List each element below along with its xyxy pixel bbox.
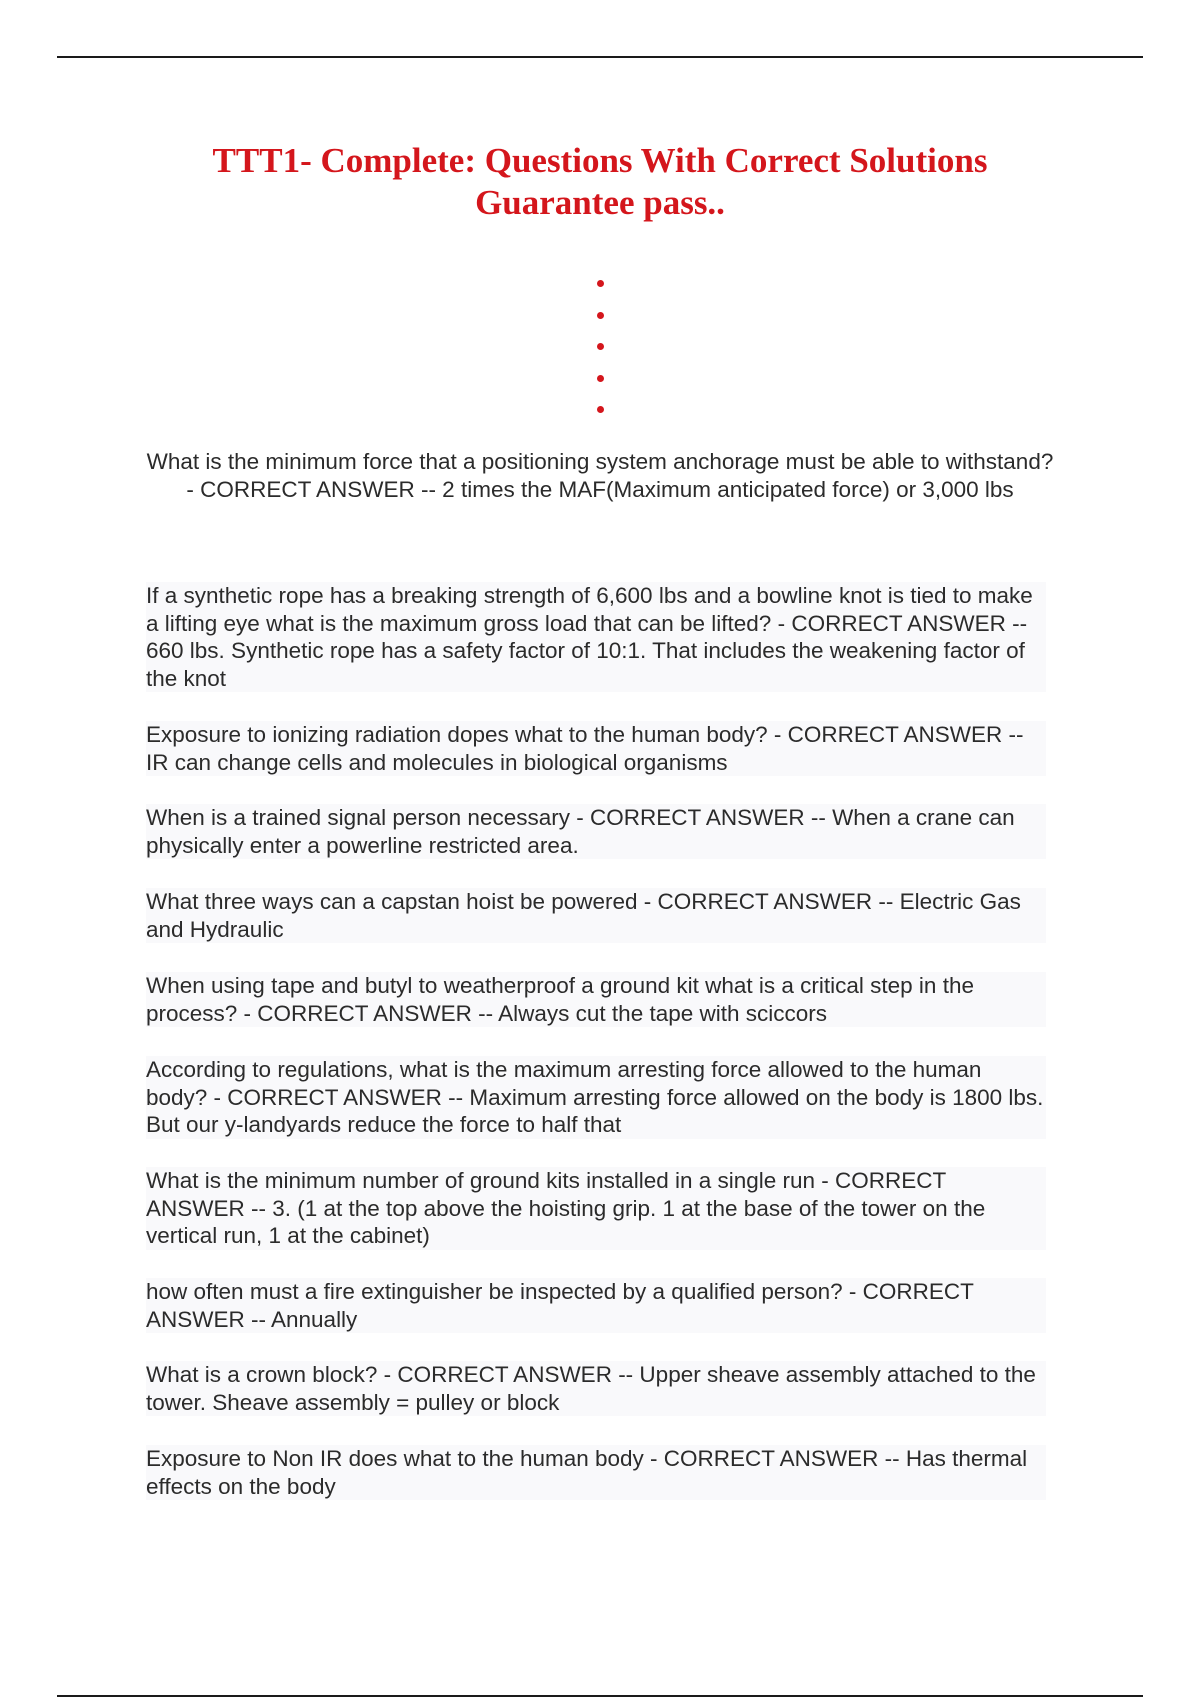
qa-item: What is the minimum number of ground kits installed in a single run - CORRECT ANSWER -- 3. (1 at the top above the hoisting grip. 1 at the base of the tower on the vertical run, 1 at the cabinet) [146, 1167, 1046, 1250]
document-title [100, 140, 1100, 224]
bullet-dot-icon [597, 375, 604, 382]
qa-item: What is a crown block? - CORRECT ANSWER -- Upper sheave assembly attached to the tower. Sheave assembly = pulley or block [146, 1361, 1046, 1416]
qa-item: According to regulations, what is the maximum arresting force allowed to the human body? - CORRECT ANSWER -- Maximum arresting force allowed on the body is 1800 lbs. But our y-landyards reduce the force to half that [146, 1056, 1046, 1139]
qa-item: When using tape and butyl to weatherproof a ground kit what is a critical step in the process? - CORRECT ANSWER -- Always cut the tape with sciccors [146, 972, 1046, 1027]
top-rule [57, 56, 1143, 58]
qa-item: If a synthetic rope has a breaking strength of 6,600 lbs and a bowline knot is tied to make a lifting eye what is the maximum gross load that can be lifted? - CORRECT ANSWER -- 660 lbs. Synthetic rope has a safety factor of 10:1. That includes the weakening factor of the knot [146, 582, 1046, 692]
title-line-1: TTT1- Complete: Questions With Correct Solutions [212, 141, 988, 180]
qa-item: Exposure to Non IR does what to the human body - CORRECT ANSWER -- Has thermal effects on the body [146, 1445, 1046, 1500]
bullet-dot-icon [597, 406, 604, 413]
bullet-item [0, 300, 1200, 332]
bullet-item [0, 268, 1200, 300]
title-line-2: Guarantee pass.. [475, 183, 725, 222]
bullet-dot-icon [597, 343, 604, 350]
qa-item: how often must a fire extinguisher be inspected by a qualified person? - CORRECT ANSWER -- Annually [146, 1278, 1046, 1333]
bullet-item [0, 394, 1200, 426]
bottom-rule [57, 1695, 1143, 1697]
bullet-list [0, 268, 1200, 426]
bullet-dot-icon [597, 280, 604, 287]
qa-item: When is a trained signal person necessary - CORRECT ANSWER -- When a crane can physically enter a powerline restricted area. [146, 804, 1046, 859]
qa-item: What is the minimum force that a positioning system anchorage must be able to withstand? - CORRECT ANSWER -- 2 times the MAF(Maximum anticipated force) or 3,000 lbs [146, 449, 1054, 502]
bullet-item [0, 331, 1200, 363]
bullet-dot-icon [597, 312, 604, 319]
qa-item: What three ways can a capstan hoist be powered - CORRECT ANSWER -- Electric Gas and Hydraulic [146, 888, 1046, 943]
bullet-item [0, 363, 1200, 395]
qa-item: Exposure to ionizing radiation dopes what to the human body? - CORRECT ANSWER -- IR can change cells and molecules in biological organisms [146, 721, 1046, 776]
